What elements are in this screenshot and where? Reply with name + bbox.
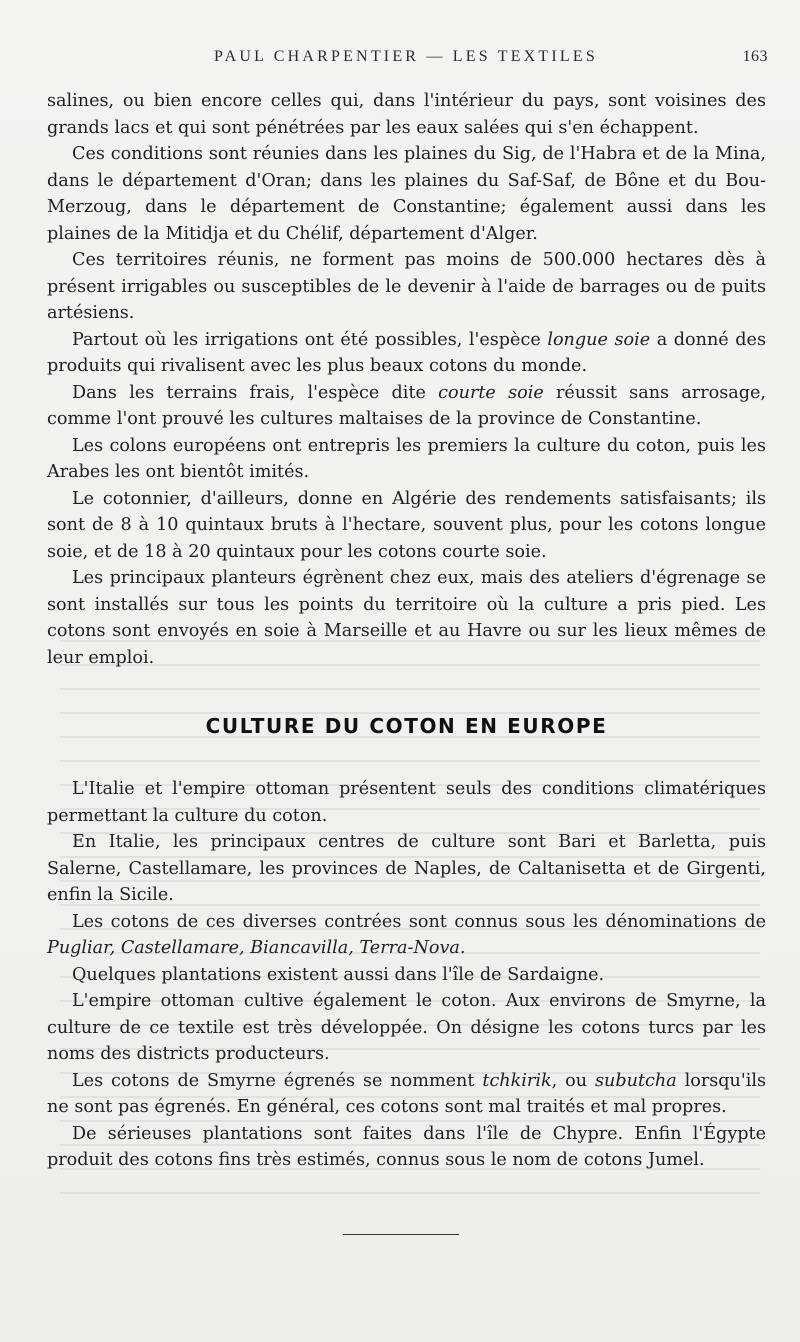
section-heading: CULTURE DU COTON EN EUROPE	[205, 714, 608, 738]
paragraph: Quelques plantations existent aussi dans l'île de Sardaigne.	[72, 964, 605, 985]
italic-term: Pugliar, Castellamare, Biancavilla, Terra-Nova.	[47, 938, 466, 958]
italic-term: subutcha	[595, 1070, 677, 1091]
body-text-algeria	[47, 88, 766, 671]
text-run: Les cotons de ces diverses contrées sont connus sous les dénominations de	[72, 911, 766, 932]
running-title: PAUL CHARPENTIER — LES TEXTILES	[214, 48, 598, 65]
paragraph: En Italie, les principaux centres de culture sont Bari et Barletta, puis Salerne, Castellamare, les provinces de Naples, de Caltanisetta et de Girgenti, enfin la Sicile.	[47, 832, 766, 905]
page-number: 163	[742, 48, 768, 65]
paragraph: De sérieuses plantations sont faites dans l'île de Chypre. Enfin l'Égypte produit des cotons fins très estimés, connus sous le nom de cotons Jumel.	[47, 1123, 766, 1170]
text-run: réussit sans arrosage, comme l'ont prouvé les cultures maltaises de la province de Constantine.	[47, 382, 766, 429]
paragraph: L'Italie et l'empire ottoman présentent seuls des conditions climatériques permettant la culture du coton.	[47, 779, 766, 826]
text-run: a donné des produits qui rivalisent avec les plus beaux cotons du monde.	[47, 329, 766, 376]
paragraph: L'empire ottoman cultive également le coton. Aux environs de Smyrne, la culture de ce textile est très développée. On désigne les cotons turcs par les noms des districts producteurs.	[47, 991, 766, 1064]
paragraph: salines, ou bien encore celles qui, dans l'intérieur du pays, sont voisines des grands lacs et qui sont pénétrées par les eaux salées qui s'en échappent.	[47, 91, 766, 138]
paragraph	[47, 327, 766, 380]
text-run: , ou	[551, 1070, 595, 1091]
paragraph: Le cotonnier, d'ailleurs, donne en Algérie des rendements satisfaisants; ils sont de 8 à 10 quintaux bruts à l'hectare, souvent plus, pour les cotons longue soie, et de 18 à 20 quintaux pour les cotons courte soie.	[47, 488, 766, 562]
body-text-europe	[47, 776, 766, 1174]
paragraph	[47, 380, 766, 433]
text-run: Dans les terrains frais, l'espèce dite	[72, 382, 439, 403]
italic-term: tchkirik	[482, 1070, 552, 1091]
paragraph	[47, 1068, 766, 1121]
paragraph: Ces territoires réunis, ne forment pas moins de 500.000 hectares dès à présent irrigables ou susceptibles de le devenir à l'aide de barrages ou de puits artésiens.	[47, 250, 766, 323]
running-head	[46, 48, 766, 72]
paragraph: Les colons européens ont entrepris les premiers la culture du coton, puis les Arabes les ont bientôt imités.	[47, 435, 766, 482]
italic-term: longue soie	[547, 329, 651, 350]
paragraph: Les principaux planteurs égrènent chez eux, mais des ateliers d'égrenage se sont installés sur tous les points du territoire où la culture a pris pied. Les cotons sont envoyés en soie à Marseille et au Havre ou sur les lieux mêmes de leur emploi.	[47, 568, 766, 668]
text-run: Partout où les irrigations ont été possibles, l'espèce	[72, 329, 548, 350]
paragraph: Ces conditions sont réunies dans les plaines du Sig, de l'Habra et de la Mina, dans le département d'Oran; dans les plaines du Saf-Saf, de Bône et du Bou-Merzoug, dans le département de Constantine; également aussi dans les plaines de la Mitidja et du Chélif, département d'Alger.	[47, 144, 766, 244]
text-run: lorsqu'ils ne sont pas égrenés. En général, ces cotons sont mal traités et mal propres.	[47, 1070, 766, 1117]
text-run: Les cotons de Smyrne égrenés se nomment	[72, 1070, 483, 1091]
paragraph	[47, 909, 766, 962]
italic-term: courte soie	[438, 382, 544, 403]
end-rule	[343, 1234, 459, 1235]
